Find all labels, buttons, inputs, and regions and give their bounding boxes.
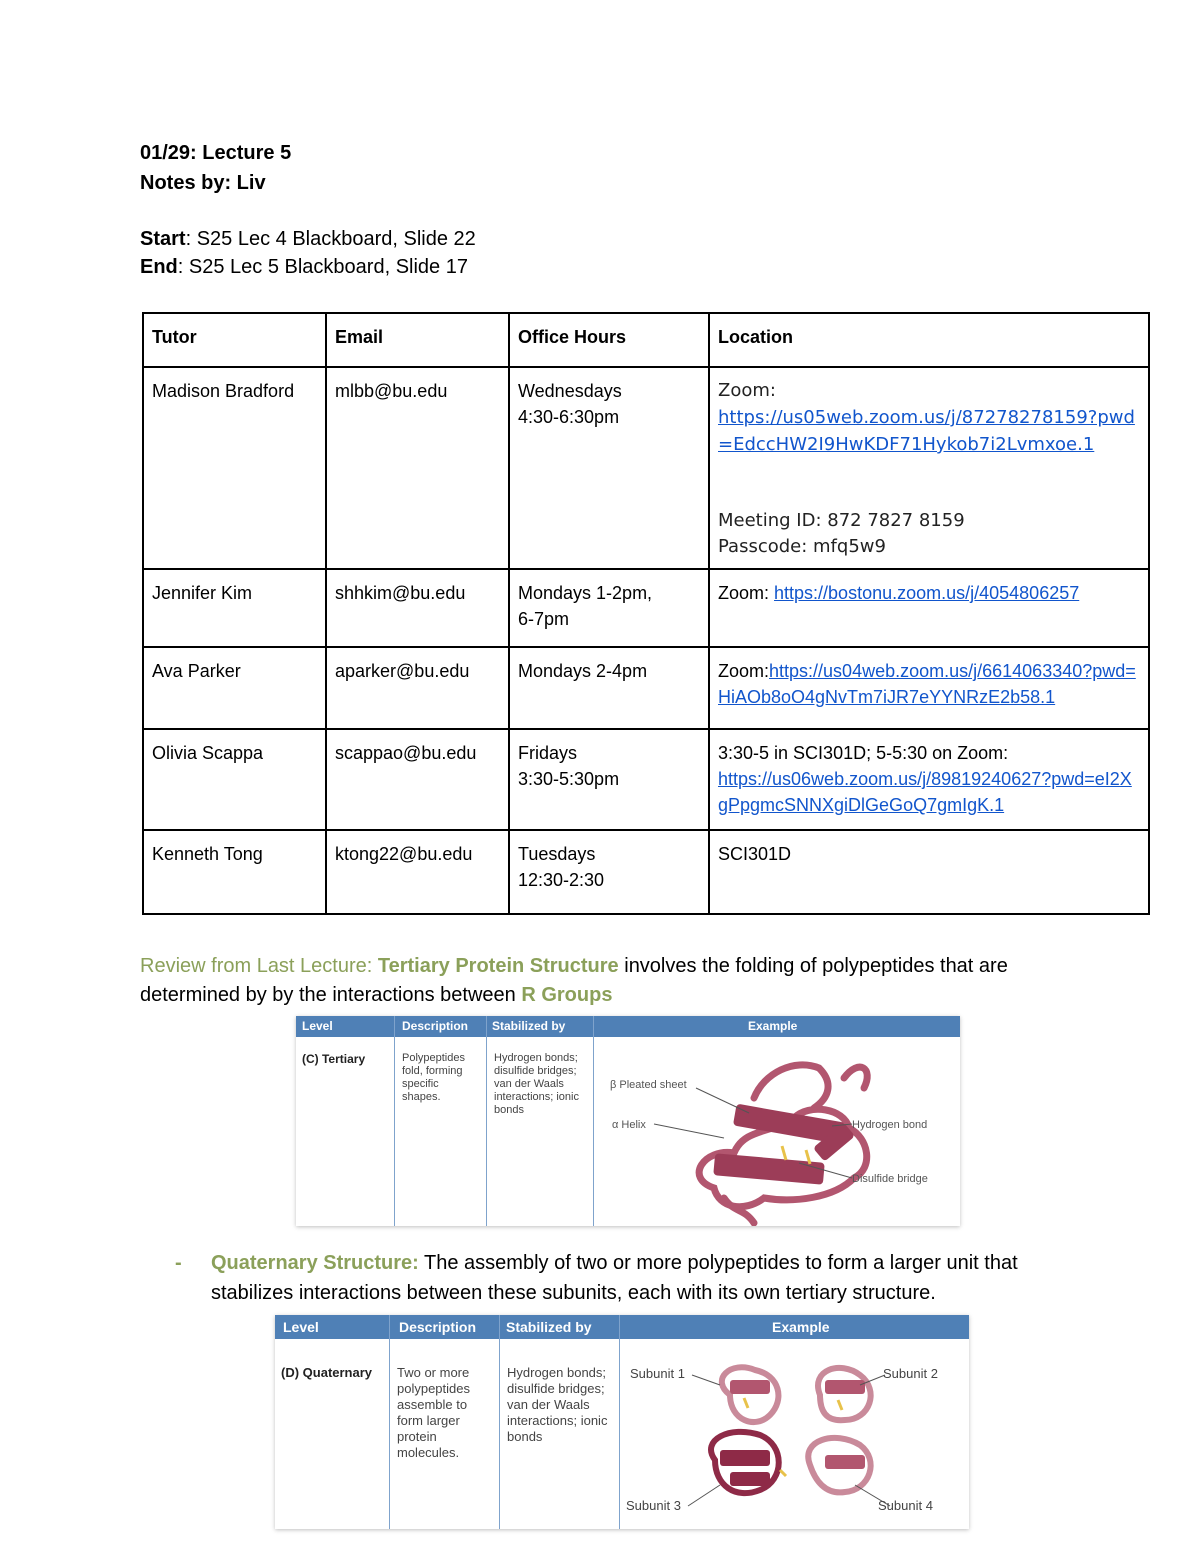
tutor-name: Madison Bradford [143,367,326,569]
tutor-name: Olivia Scappa [143,729,326,830]
fig-head-example: Example [772,1319,830,1335]
quaternary-description: The assembly of two or more polypeptides to form a larger unit that stabilizes interactions between these subunits, each with its own tertiary structure. [211,1252,1018,1304]
office-hours [509,729,709,830]
end-label: End [140,256,178,278]
tutor-email: shhkim@bu.edu [326,569,509,647]
zoom-link[interactable]: https://us06web.zoom.us/j/89819240627?pwd=eI2XgPpgmcSNNXgiDlGeGoQ7gmIgK.1 [718,769,1132,815]
quaternary-bullet [175,1248,1055,1308]
tutor-email: mlbb@bu.edu [326,367,509,569]
fig-head-example: Example [748,1019,798,1033]
hours-line-2: 6-7pm [518,609,570,629]
quaternary-text [211,1248,1055,1308]
hours-line-1: Tuesdays [518,844,596,864]
table-header-row [143,313,1149,367]
tutor-name: Ava Parker [143,647,326,729]
location [709,367,1149,569]
review-mid: involves the folding of polypeptides that are determined by by the interactions between [140,955,1008,1006]
label-pleated-sheet: β Pleated sheet [610,1079,687,1091]
tutor-email: aparker@bu.edu [326,647,509,729]
tertiary-figure [296,1016,960,1226]
label-alpha-helix: α Helix [612,1119,646,1131]
passcode: Passcode: mfq5w9 [718,536,886,557]
start-label: Start [140,228,186,250]
office-hours: Mondays 2-4pm [509,647,709,729]
location [709,729,1149,830]
label-hydrogen-bond: Hydrogen bond [852,1119,928,1131]
hours-line-1: Mondays 1-2pm, [518,583,653,603]
tutor-table [142,312,1150,915]
hours-line-2: 4:30-6:30pm [518,407,620,427]
fig-head-level: Level [302,1019,333,1033]
review-paragraph [140,952,1080,1010]
start-line [140,228,476,251]
tutor-email: scappao@bu.edu [326,729,509,830]
notes-by: Notes by: Liv [140,172,266,194]
fig-level: (D) Quaternary [281,1365,373,1380]
office-hours [509,569,709,647]
fig-level: (C) Tertiary [302,1052,366,1066]
tertiary-protein-illustration [594,1038,960,1226]
label-subunit-4: Subunit 4 [878,1498,933,1513]
fig-head-description: Description [399,1319,477,1335]
fig-stabilized: Hydrogen bonds; disulfide bridges; van der Waals interactions; ionic bonds [494,1052,579,1116]
fig-stabilized: Hydrogen bonds; disulfide bridges; van der Waals interactions; ionic bonds [507,1365,608,1444]
label-disulfide-bridge: Disulfide bridge [852,1173,928,1185]
table-row [143,729,1149,830]
hours-line-1: Wednesdays [518,381,622,401]
end-line [140,256,468,279]
table-row [143,647,1149,729]
fig-head-stabilized: Stabilized by [506,1319,592,1335]
table-row [143,830,1149,914]
page-title: 01/29: Lecture 5 [140,142,292,164]
table-row [143,569,1149,647]
fig-head-stabilized: Stabilized by [492,1019,566,1033]
label-subunit-2: Subunit 2 [883,1366,938,1381]
tutor-name: Kenneth Tong [143,830,326,914]
end-value: : S25 Lec 5 Blackboard, Slide 17 [177,256,468,278]
zoom-link[interactable]: https://us04web.zoom.us/j/6614063340?pwd=HiAOb8oO4gNvTm7iJR7eYYNRzE2b58.1 [718,661,1136,707]
header-office-hours: Office Hours [509,313,709,367]
header-email: Email [326,313,509,367]
zoom-link[interactable]: https://bostonu.zoom.us/j/4054806257 [774,583,1080,603]
table-row [143,367,1149,569]
tutor-email: ktong22@bu.edu [326,830,509,914]
office-hours [509,830,709,914]
location: SCI301D [709,830,1149,914]
location-prefix: Zoom: [718,583,775,603]
location-prefix: Zoom: [718,661,770,681]
tutor-name: Jennifer Kim [143,569,326,647]
hours-line-2: 12:30-2:30 [518,870,605,890]
figure-header [296,1016,960,1037]
location-prefix: 3:30-5 in SCI301D; 5-5:30 on Zoom: [718,743,1009,763]
figure-header [275,1315,969,1339]
header-tutor: Tutor [143,313,326,367]
quaternary-protein-illustration [620,1340,969,1529]
fig-head-level: Level [283,1319,319,1335]
header-location: Location [709,313,1149,367]
review-lead: Review from Last Lecture: [140,955,378,977]
review-term-2: R Groups [521,984,613,1006]
start-value: : S25 Lec 4 Blackboard, Slide 22 [185,228,476,250]
office-hours [509,367,709,569]
fig-description: Two or more polypeptides assemble to form larger protein molecules. [397,1365,470,1460]
zoom-link[interactable]: https://us05web.zoom.us/j/87278278159?pwd=EdccHW2I9HwKDF71Hykob7i2Lvmxoe.1 [718,407,1135,455]
label-subunit-1: Subunit 1 [630,1366,685,1381]
location-prefix: Zoom: [718,380,776,401]
fig-head-description: Description [402,1019,469,1033]
quaternary-figure [275,1315,969,1529]
quaternary-term: Quaternary Structure: [211,1252,419,1274]
location [709,647,1149,729]
fig-description: Polypeptides fold, forming specific shapes. [402,1052,465,1103]
review-term: Tertiary Protein Structure [377,955,619,977]
bullet-dash: - [175,1252,182,1274]
label-subunit-3: Subunit 3 [626,1498,681,1513]
location [709,569,1149,647]
hours-line-2: 3:30-5:30pm [518,769,620,789]
meeting-id: Meeting ID: 872 7827 8159 [718,510,965,531]
hours-line-1: Fridays [518,743,578,763]
